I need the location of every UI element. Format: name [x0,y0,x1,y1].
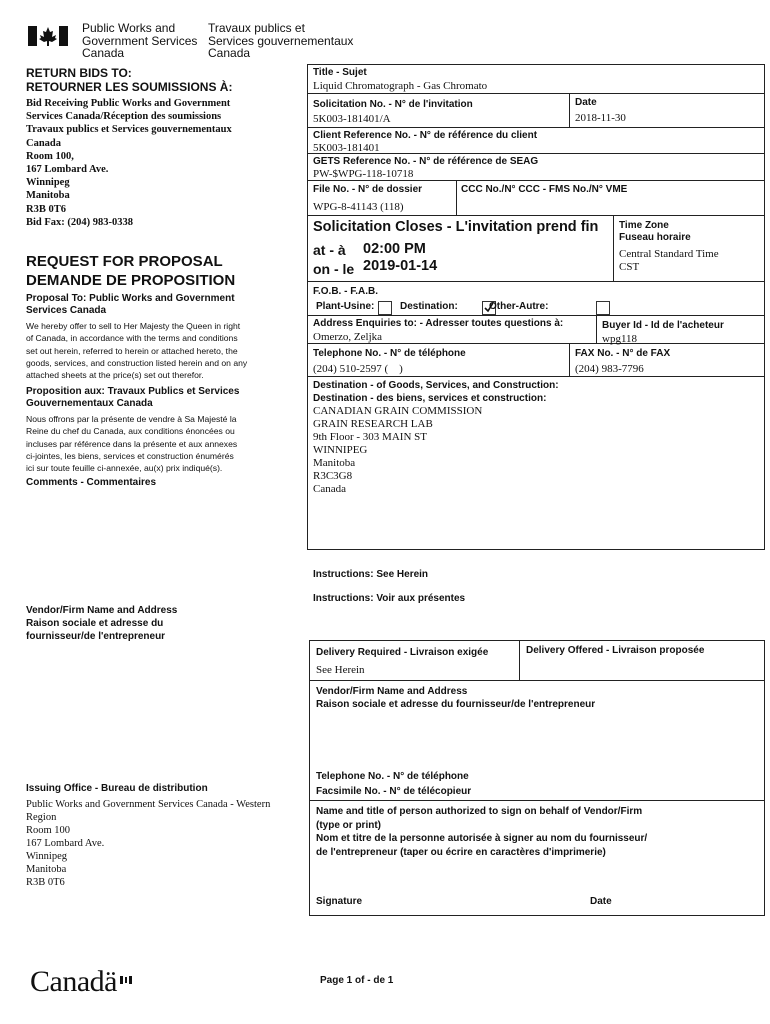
buyer-id-value: wpg118 [602,333,638,345]
time-zone-label: Time Zone Fuseau horaire [619,220,691,243]
closing-time-value: 02:00 PM [363,241,426,257]
proposal-fr-heading: Proposition aux: Travaux Publics et Services Gouvernementaux Canada [26,386,240,409]
solicitation-label: Solicitation No. - N° de l'invitation [313,99,473,110]
authorized-person-field[interactable] [314,863,760,891]
vendor-facsimile-label: Facsimile No. - N° de télécopieur [316,786,472,797]
proposal-fr-body: Nous offrons par la présente de vendre à Sa Majesté la Reine du chef du Canada, aux conditions énoncées ou incluses par référence dans la présente et aux annexes ci-jointes, les biens, services et construction énumérés ici sur toute feuille ci-annexée, au(x) prix indiqué(s). [26,414,238,474]
department-name-fr: Travaux publics et Services gouvernementaux Canada [208,21,354,60]
file-no-label: File No. - N° de dossier [313,184,423,195]
on-label: on - le [313,261,355,277]
client-ref-value: 5K003-181401 [313,142,380,154]
page-number: Page 1 of - de 1 [320,975,394,986]
at-label: at - à [313,242,346,258]
delivery-offered-field[interactable] [524,658,762,678]
vendor-firm-label: Vendor/Firm Name and Address Raison sociale et adresse du fournisseur/de l'entrepreneur [316,686,596,710]
delivery-required-label: Delivery Required - Livraison exigée [316,647,489,658]
authorized-person-label: Name and title of person authorized to sign on behalf of Vendor/Firm (type or print) Nom et titre de la personne autorisée à signer au nom du fournisseur/ de l'entrepreneur (taper ou écrire en caractères d'imprimerie) [316,806,648,858]
proposal-en-body: We hereby offer to sell to Her Majesty the Queen in right of Canada, in accordance with the terms and conditions set out herein, referred to herein or attached hereto, the goods, services, and construction listed herein and on any attached sheets at the price(s) set out therefor. [26,321,248,381]
file-no-value: WPG-8-41143 (118) [313,201,404,213]
fax-value: (204) 983-7796 [575,363,644,375]
issuing-office-label: Issuing Office - Bureau de distribution [26,783,208,794]
title-label: Title - Sujet [313,67,367,78]
issuing-office-address: Public Works and Government Services Canada - Western Region Room 100 167 Lombard Ave. Winnipeg Manitoba R3B 0T6 [26,799,271,888]
client-ref-label: Client Reference No. - N° de référence du client [313,130,538,141]
proposal-en-heading: Proposal To: Public Works and Government Services Canada [26,293,235,316]
delivery-offered-label: Delivery Offered - Livraison proposée [526,645,705,656]
ccc-label: CCC No./N° CCC - FMS No./N° VME [461,184,628,195]
date-label: Date [575,97,597,108]
return-bids-address: Bid Receiving Public Works and Government Services Canada/Réception des soumissions Travaux publics et Services gouvernementaux Canada Room 100, 167 Lombard Ave. Winnipeg Manitoba R3B 0T6 Bid Fax: (204) 983-0338 [26,98,232,228]
destination-address: CANADIAN GRAIN COMMISSION GRAIN RESEARCH LAB 9th Floor - 303 MAIN ST WINNIPEG Manitoba R3C3G8 Canada [313,405,483,495]
solicitation-value: 5K003-181401/A [313,113,391,125]
closing-date-value: 2019-01-14 [363,258,438,274]
plant-checkbox[interactable] [378,301,392,315]
delivery-required-value: See Herein [316,664,365,676]
rfp-title: REQUEST FOR PROPOSAL DEMANDE DE PROPOSITION [26,253,236,289]
solicitation-closes-label: Solicitation Closes - L'invitation prend fin [313,219,599,235]
destination-goods-label: Destination - of Goods, Services, and Construction: Destination - des biens, services et construction: [313,380,559,404]
telephone-label: Telephone No. - N° de téléphone [313,348,466,359]
return-bids-title: RETURN BIDS TO: RETOURNER LES SOUMISSIONS À: [26,66,233,94]
fob-label: F.O.B. - F.A.B. [313,286,378,297]
instructions-fr: Instructions: Voir aux présentes [313,593,466,604]
title-value: Liquid Chromatograph - Gas Chromato [313,80,488,92]
instructions-en: Instructions: See Herein [313,569,429,580]
enquiries-label: Address Enquiries to: - Adresser toutes questions à: [313,318,564,329]
enquiries-value: Omerzo, Zeljka [313,331,383,343]
other-checkbox[interactable] [596,301,610,315]
fax-label: FAX No. - N° de FAX [575,348,671,359]
gets-ref-value: PW-$WPG-118-10718 [313,168,414,180]
plant-label: Plant-Usine: [316,301,375,312]
gets-ref-label: GETS Reference No. - N° de référence de SEAG [313,156,539,167]
time-zone-value: Central Standard Time CST [619,248,719,273]
vendor-firm-field[interactable] [314,712,760,767]
date-value: 2018-11-30 [575,112,626,124]
wordmark-flag-icon [120,971,132,989]
telephone-value: (204) 510-2597 ( ) [313,363,403,375]
department-name-en: Public Works and Government Services Canada [82,21,198,60]
vendor-telephone-label: Telephone No. - N° de téléphone [316,771,469,782]
buyer-id-label: Buyer Id - Id de l'acheteur [602,320,724,331]
destination-label: Destination: [400,301,458,312]
signature-label: Signature [316,896,363,907]
comments-label: Comments - Commentaires [26,477,157,488]
vendor-firm-label-left: Vendor/Firm Name and Address Raison sociale et adresse du fournisseur/de l'entrepreneur [26,605,178,642]
canada-flag-icon [28,24,68,53]
signature-date-label: Date [590,896,612,907]
canada-wordmark: Canadä [30,965,117,998]
other-label: Other-Autre: [489,301,549,312]
